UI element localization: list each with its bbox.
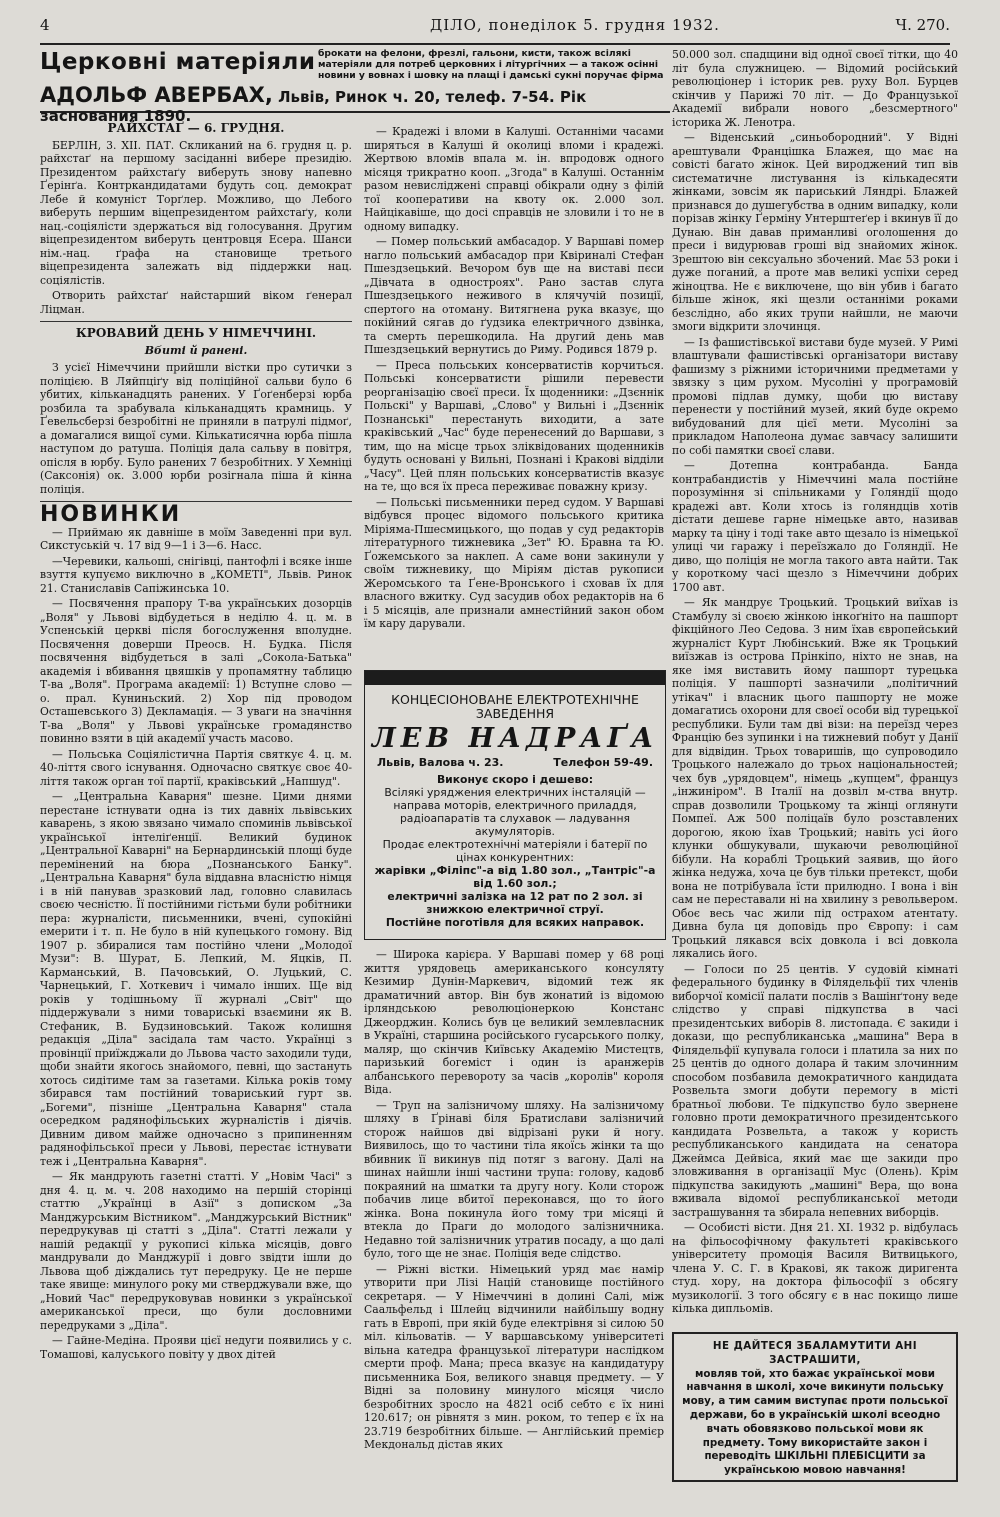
- news-item: — Дотепна контрабанда. Банда контрабандистів у Німеччині мала постійне порозуміння зі спільниками у Голяндії щодо крадежі авт. Коли хтось із голяндців хотів дістати дешеве гарне німецьке авто, називав марку та ціну і тоді таке авто щезало із німецької улиці чи гаражу і переїзжало до Голяндії. Не диво, що поліція не могла такого авта найти. Так у короткому часі щезло з Німеччини добрих 1700 авт.: [672, 459, 958, 594]
- news-item: — Як мандрують газетні статті. У „Новім Часі" з дня 4. ц. м. ч. 208 находимо на першій сторінці статтю „Українці в Азії" з дописком „За Манджурським Вістником". „Манджурський Вістник" передрукував ці статті з „Діла". Статті лежали у нашій редакції у рукописі кілька місяців, довго мандрували до Манджурії і довго звідти ішли до Львова щоб діждались тут передруку. Це не перше таке явище: минулого року ми стверджували вже, що „Новий Час" передруковував новинки з української американської преси, що були дословними передруками з „Діла".: [40, 1170, 352, 1332]
- news-item: — Польські письменники перед судом. У Варшаві відбувся процес відомого польського критика Міріяма-Пшесмицького, що подав у суд редакторів літературного тижневика „Зет" Ю. Бравна та Ю. Ґожемського за наклеп. А саме вони закинули у своїм тижневику, що Міріям дістав рукописи Жеромського та Ґене-Вронського і сховав їх для власного вжитку. Суд засудив обох редакторів на 6 і 5 місяців, але признали амнестійний закон обом їм кару дарували.: [364, 495, 664, 630]
- ad-heading: КОНЦЕСІОНОВАНЕ ЕЛЕКТРОТЕХНІЧНЕ ЗАВЕДЕННЯ: [391, 692, 639, 721]
- news-item: — Із фашистівської вистави буде музей. У Римі влаштували фашистівські організатори виставу фашизму з ріжними історичними предметами у звязку з цим рухом. Мусоліні у програмовій промові підлав думку, щоби цю виставу перенести у постійний музей, який буде окремо вибудований для цієї мети. Мусоліні за прикладом Наполеона думає завчасу залишити по собі памятки своєї слави.: [672, 335, 958, 457]
- news-item: — Преса польських консерватистів корчиться. Польські консерватисти рішили перевести реорганізацію своєї преси. Їх щоденники: „Дзєннік Польскі" у Варшаві, „Слово" у Вильні і „Дзєннік Познанські" перестануть виходити, а затe краківський „Час" буде перенесений до Варшави, з тим, що на місце трьох зліквідованих щоденників будуть основані у Вильні, Познані і Кракові відділи „Часу". Цей плян польських консерватистів вказує на те, що вся їх преса переживає поважну кризу.: [364, 358, 664, 493]
- divider: [40, 321, 352, 322]
- column-1: [40, 118, 352, 1503]
- reichstag-headline: РАЙХСТАҐ — 6. ГРУДНЯ.: [107, 121, 285, 135]
- page-header: [40, 14, 950, 38]
- masthead: ДІЛО, понеділок 5. грудня 1932.: [430, 16, 720, 34]
- news-item: — Голоси по 25 центів. У судовій кімнаті федерального будинку в Філядельфії тих членів виборчої комісії палати послів з Вашінґтону веде слідство у справі підкупства в часі президентських виборів 8. листопада. Є закиди і докази, що республиканська „машина" Вера в Філядельфії купувала голоси і платила за них по 25 центів до одного долара й таким злочинним способом позбавила демократичного кандидата Розвельта змоги добути перемогу в місті братньої любови. Те підкупство було звернене головно проти демократичного президентського кандидата Розвельта, а також у користь республиканського кандидата на сенатора Джеймса Дейвіса, який має ще закиди про зловживання в організації Мус (Олень). Крім підкупства закидують „машині" Вера, що вона вживала відомої республиканської методи застрашування та збирала непевних виборців.: [672, 962, 958, 1219]
- bloody-day-headline: КРОВАВИЙ ДЕНЬ У НІМЕЧЧИНІ.: [75, 326, 317, 340]
- news-item: — Посвячення прапору Т-ва українських дозорців „Воля" у Львові відбудеться в неділю 4. ц. м. в Успенській церкві після богослуження вполудне. Посвячення доверши Преосв. Н. Будка. Після посвячення відбудеться в залі „Сокола-Батька" академія і вбивання цвяшків у пропамятну таблицю Т-ва „Воля". Програма академії: 1) Вступне слово — о. прал. Куниньский. 2) Хор під проводом Осташевського 3) Декламація. — З уваги на значіння Т-ва „Воля" у Львові українське громадянство повинно взяти в цій академії участь масово.: [40, 597, 352, 745]
- news-section-title: НОВИНКИ: [40, 502, 182, 527]
- electrotechnical-ad: [364, 670, 666, 940]
- news-item: — Як мандрує Троцький. Троцький виїхав із Стамбулу зі своєю жінкою інкоґніто на пашпорт фікційного Лео Седова. З ним їхав європейський журналіст Курт Любінський. Вже як Троцький виїзжав із острова Прінкіпо, ніхто не знав, на яке імя виставить йому пашпорт турецька поліція. У пашпорті зазначили „політичний утікач" і власник цього пашпорту не може домагатись охорони для своєї особи від турецької республики. Були там дві візи: на переїзд через Францію без зупинки і на тижневий побут у Данії для відвідин. Трьох товаришів, що супроводило Троцького належало до трьох національностей; чех був „урядовцем", німець „купцем", француз „інжиніром". В Італії на дозвіл м-ства внутр. справ дозволили Троцькому та жінці оглянути Помпеї. Аж 500 поліцаїв було розставлених дорогою, якою їхав Троцький; навіть усі його клунки обшукували, шукаючи революційної бібули. На кораблі Троцький заявив, що його жінка недужа, хоча це був тільки претекст, щоби вона не потрібувала їсти прилюдно. І вона і він сам не переставали ні на хвилину з револьвером. Обоє весь час жили під острахом атентату. Дивна була ця доповідь про Європу: і сам Троцький лякався всіх довкола і всі довкола лякались його.: [672, 596, 958, 960]
- ad-list: брокати на фелони, фрезлі, гальони, кисти, також всілякі матеріяли для потреб церковних і літургічних — а також осінні новини у вовнах і шовку на плащі і дамські сукні поручає фірма: [318, 48, 664, 81]
- news-item: — Гайне-Медіна. Прояви цієї недуги появились у с. Томашові, калуського повіту у двох дітей: [40, 1334, 352, 1361]
- reichstag-text: БЕРЛІН, 3. XII. ПАТ. Скликаний на 6. грудня ц. р. райхстаґ на першому засіданні вибере президію. Президентом райхстаґу виберуть знову напевно Ґерінґа. Контркандидатами будуть соц. демократ Лебе й комуніст Торґлер. Можливо, що Лебого виберуть першим віцепрезидентом райхстаґу, коли нац.-соціялісти здержаться від голосування. Другим віцепрезидентом виберуть центровця Есера. Шанси нім.-нац. ґрафа на становище третього віцепрезидента залежать від піддержки нац. соціялістів.: [40, 138, 352, 287]
- ad-firm: АДОЛЬФ АВЕРБАХ,: [40, 83, 273, 107]
- news-item: — Віденський „синьобородний". У Відні арештували Францішка Блажея, що має на совісті багато жінок. Цей вироджений тип вів систематичне листування із кількадесяти жінками, зовсім як париський Ляндрі. Блажей признався до душегубства в одним випадку, коли порізав жінку Ґерміну Унтерштеґер і вкинув її до Дунаю. Він давав приманливі оголошення до преси і видурював гроші від знайомих жінок. Зрештою він сексуально збочений. Має 53 роки і дуже поганий, а проте мав великі успіхи серед жіноцтва. Не є виключене, що він убив і багато більше жінок, які щезли останніми роками безслідно, або яких трупи найшли, не маючи змоги відкрити злочинця.: [672, 131, 958, 333]
- news-item: —Черевики, кальоші, снігівці, пантофлі і всяке інше взуття купуємо виключно в „КОМЕТІ", Львів. Ринок 21. Станиславів Сапіжинська 10.: [40, 554, 352, 595]
- ad-company-name: ЛЕВ НАДРАҐА: [371, 723, 659, 754]
- news-item: — „Центральна Каварня" шезне. Цими днями перестане істнувати одна із тих давніх львівських каварень, з якою звязано чимало споминів львівської української інтеліґенції. Великий будинок „Центральної Каварні" на Бернардинській площі буде перемінений на бюра „Познанського Банку". „Центральна Каварня" була віддавна власністю німця і в ній панував зразковий лад, головно славилась своєю чесністю. Її постійними гістьми були робітники пера: журналісти, письменники, вчені, супокійні емерити і т. п. Не було в ній купецького гомону. Від 1907 р. збиралися там постійно члени „Молодої Музи": В. Шурат, Б. Лепкий, М. Яцків, П. Карманський, В. Пачовський, О. Луцький, С. Чарнецький, Г. Хоткевич і чимало інших. Ще від років у тодішньому її журналі „Світ" що піддержували з ними товариські взаємини як В. Стефаник, В. Будзиновський. Також колишня редакція „Діла" засідала там часто. Українці з провінції приїжджали до Львова часто заходили туди, щоби знайти якогось знайомого, певні, що застануть хотось сидітиме там за газетами. Кілька років тому збирався там постійний товариський гурт зв. „Богеми", пізніше „Центральна Каварня" стала осередком радянофільських журналістів і діячів. Дивним дивом майже одночасно з припиненням радянофільської преси у Львові, перестає істнувати теж і „Центральна Каварня".: [40, 790, 352, 1168]
- ad-bar: [365, 671, 665, 685]
- ad-title: Церковні матеріяли: [40, 49, 316, 75]
- reichstag-text-2: Отворить райхстаґ найстарший віком ґенерал Ліцман.: [40, 289, 352, 316]
- ad-services: Всілякі уряджения електричних інсталяцій — направа моторів, електричного приладдя, радіоапаратів та слухавок — ладування акумуляторів.: [384, 786, 646, 838]
- column-2-top: [364, 125, 664, 665]
- ad-stock: Постійне поготівля для всяких направок.: [385, 916, 645, 929]
- bloody-day-subheadline: Вбиті й ранені.: [144, 343, 248, 357]
- news-item: — Приймаю як давніше в моїм Заведенні при вул. Сикстуській ч. 17 від 9—1 і 3—6. Насс.: [40, 525, 352, 552]
- news-item: — Помер польський амбасадор. У Варшаві помер нагло польський амбасадор при Квіриналі Стефан Пшездзецький. Вечором був ще на виставі пєси „Дівчата в одностроях". Рано застав слуга Пшездзецького неживого в клячучій позиції, спертого на отоману. Витягнена рука вказує, що покійний сягав до ґудзика електричного дзвінка, та смерть перешкодила. На другий день мав Пшездзецький вернутись до Риму. Родився 1879 р.: [364, 235, 664, 356]
- ad-tagline: Виконує скоро і дешево:: [436, 773, 594, 786]
- notice-text: мовляв той, хто бажає української мови навчання в школі, хоче викинути польську мову, а тим самим виступає проти польської держави, бо в українській школі всеодно вчать обовязково польської мови як предмету. Тому використайте закон і переводіть ШКІЛЬНІ ПЛЕБІСЦИТИ за українською мовою навчання!: [682, 1367, 948, 1477]
- plebiscite-notice: [672, 1332, 958, 1482]
- news-item: — Крадежі і вломи в Калуші. Останніми часами ширяться в Калуші й околиці вломи і крадежі. Жертвою вломів впала м. ін. впродовж одного місяця трикратно кооп. „Згода" в Калуші. Останнім разом невиcліджені справці обікрали одну з філій тої кооперативи на квоту ок. 2.000 зол. Найцікавіше, що досі справців не зловили і то не в одному випадку.: [364, 125, 664, 233]
- news-item: — Труп на залізничому шляху. На залізничому шляху в Ґрінаві біля Братислави залізничий сторож найшов дві відрізані руки й ногу. Виявилось, що то частини тіла якоїсь жінки та що вбивник її викинув під потяг з вагону. Далі на шинах найшли інші частини трупа: голову, кадовб покраяний на шматки та другу ногу. Коли сторож побачив лице вбитої переконався, що то його жінка. Вона покинула його тому три місяці й втекла до Праги до молодого залізничника. Недавно той залізничник утратив посаду, а що далі було, того ще не знає. Поліція веде слідство.: [364, 1098, 664, 1260]
- ad-address: Львів, Валова ч. 23.: [377, 756, 504, 769]
- ad-address: Львів, Ринок ч. 20, телеф. 7-54. Рік заснования 1890.: [40, 88, 587, 125]
- page-number: 4: [40, 16, 50, 34]
- column-2-bottom: [364, 948, 664, 1503]
- news-item: — Ріжні вістки. Німецький уряд має намір утворити при Лізі Націй становище постійного секретаря. — У Німеччині в долині Салі, між Саальфельд і Шлейц відчинили найбільшу водну гать в Европі, при якій буде електрівня зі силою 50 міл. кільоватів. — У варшавському університеті вільна катедра французької літератури наслідком смерти проф. Мана; преса вказує на кандидатуру письменника Боя, великого знавця предмету. — У Відні за половину минулого місяця число безробітних зросло на 4821 осіб себто є їх нині 120.617; он рівнятя з мин. роком, то тепер є їх на 23.719 безробітних більше. — Англійський премієр Мекдональд дістав яких: [364, 1262, 664, 1451]
- church-materials-ad: [40, 45, 670, 125]
- ad-contact-row: [365, 756, 665, 769]
- news-item: 50.000 зол. спадщини від одної своєї тітки, що 40 літ була служницею. — Відомий російський революціонер і історик рев. руху Вол. Бурцев скінчив у Парижі 70 літ. — До Французької Академії вибрали нового „безсмертного" історика Ж. Ленотра.: [672, 48, 958, 129]
- news-item: — Широка карієра. У Варшаві помер у 68 році життя урядовець американського консуляту Кезимир Дунін-Маркевич, відомий теж як драматичний автор. Він був жонатий із відомою ірляндською революціонеркою Констанс Джеорджин. Колись був це великий землевласник в Україні, старшина російського гусарського полку, маляр, що скінчив Київську Академію Мистецтв, паризький богеміст і один із аранжерів албанського перевороту за часів „королів" короля Віда.: [364, 948, 664, 1096]
- news-item: — Польська Соціялістична Партія святкує 4. ц. м. 40-ліття свого існування. Одночасно святкує своє 40-ліття також орган тої партії, краківський „Напшуд".: [40, 747, 352, 788]
- issue-number: Ч. 270.: [895, 16, 950, 34]
- news-item: — Особисті вісти. Дня 21. XI. 1932 р. відбулась на фільософічному факультеті краківського університету промоція Василя Витвицького, члена У. С. Г. в Кракові, як також диригента студ. хору, на доктора фільософії з обсягу музикології. З того обсягу є в нас покищо лише кілька дипльомів.: [672, 1221, 958, 1315]
- ad-irons: електричні залізка на 12 рат по 2 зол. зі знижкою електричної струї.: [387, 890, 643, 916]
- column-3: [672, 48, 958, 1326]
- bloody-day-text: З усієї Німеччини прийшли вістки про сутички з поліцією. В Ляйпціґу від поліційної сальви було 6 убитих, кільканадцять ранених. У Ґоґенберзі юрба розбила та зрабувала кільканадцять крамниць. У Ґевельсберзі безробітні не приняли в патрулі підмоґ, а домагалися вищої суми. Кількатисячна юрба пішла наступом до ратуша. Поліція дала сальву в повітря, опісля в юрбу. Було ранених 7 безробітних. У Хемніці (Саксонія) ок. 3.000 юрби розігнала піша й кінна поліція.: [40, 361, 352, 496]
- ad-phone: Телефон 59-49.: [553, 756, 653, 769]
- notice-headline: НЕ ДАЙТЕСЯ ЗБАЛАМУТИТИ АНІ ЗАСТРАШИТИ,: [712, 1340, 918, 1366]
- ad-sale: Продає електротехнічні матеріяли і батерії по цінах конкурентних:: [382, 838, 648, 864]
- ad-prices: жарівки „Філіпс"-а від 1.80 зол., „Тантріс"-а від 1.60 зол.;: [374, 864, 656, 890]
